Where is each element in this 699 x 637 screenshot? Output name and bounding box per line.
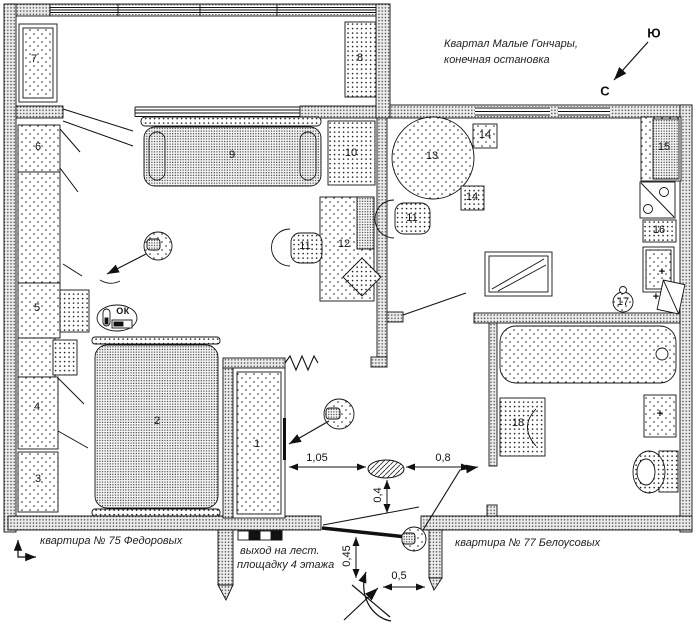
apartment-75-label: квартира № 75 Федоровых xyxy=(40,535,183,547)
plus-water-heater: + xyxy=(656,408,664,420)
plus-refrigerator: + xyxy=(658,266,666,278)
viewpoint-marker-1 xyxy=(100,232,172,283)
cabinet-4 xyxy=(18,377,58,449)
desk-12 xyxy=(320,197,381,301)
label-8: 8 xyxy=(356,52,364,64)
label-12: 12 xyxy=(337,238,351,250)
direction-symbol xyxy=(344,572,391,621)
wall-vestibule-right xyxy=(429,530,442,578)
label-15: 15 xyxy=(657,141,671,153)
viewpoint-marker-2 xyxy=(289,399,354,444)
label-1: 1 xyxy=(253,438,261,450)
label-17: 17 xyxy=(616,296,630,308)
cabinet-tall xyxy=(18,172,60,283)
wall-balcony-right xyxy=(300,106,378,118)
label-13: 13 xyxy=(425,150,439,162)
label-5: 5 xyxy=(33,302,41,314)
wall-nook-horizontal xyxy=(223,358,285,368)
wall-bathroom-post xyxy=(487,505,497,516)
dim-0-45: 0,45 xyxy=(341,545,353,567)
label-2: 2 xyxy=(153,415,161,427)
wall-bathroom-top xyxy=(474,313,680,323)
dim-0-5: 0,5 xyxy=(391,570,407,582)
object-ellipse xyxy=(368,460,404,478)
label-7: 7 xyxy=(30,53,38,65)
district-note-line2: конечная остановка xyxy=(444,54,550,66)
label-14a: 14 xyxy=(478,129,492,141)
wall-bathroom-left xyxy=(489,323,497,466)
wall-left xyxy=(4,4,16,532)
compass-arrow xyxy=(614,42,648,80)
wall-nook-vertical xyxy=(223,360,233,518)
side-table-a xyxy=(60,290,89,332)
wall-balcony-left xyxy=(16,106,63,118)
label-4: 4 xyxy=(33,401,41,413)
bathtub xyxy=(500,326,676,383)
exit-note-line2: площадку 4 этажа xyxy=(237,559,335,571)
corner-arrow xyxy=(18,540,36,557)
label-16: 16 xyxy=(652,224,666,236)
label-3: 3 xyxy=(34,473,42,485)
district-note-line1: Квартал Малые Гончары, xyxy=(444,38,578,50)
ok-marker-label: ОК xyxy=(116,306,130,316)
wall-bottom-right xyxy=(421,516,692,530)
label-11-left: 11 xyxy=(299,240,311,252)
label-11-right: 11 xyxy=(406,212,418,224)
label-9: 9 xyxy=(228,149,236,161)
label-14b: 14 xyxy=(465,191,479,203)
compass-south-label: Ю xyxy=(647,25,661,41)
apartment-77-label: квартира № 77 Белоусовых xyxy=(455,537,601,549)
label-18: 18 xyxy=(511,417,525,429)
wall-interior xyxy=(377,118,387,357)
label-6: 6 xyxy=(34,141,42,153)
scale-bar xyxy=(238,531,282,540)
label-10: 10 xyxy=(344,147,358,159)
chair-11-left xyxy=(272,229,323,266)
toilet xyxy=(633,451,678,493)
dim-0-8: 0,8 xyxy=(435,452,451,464)
plus-tilted-unit: + xyxy=(652,291,660,303)
dim-1-05: 1,05 xyxy=(306,452,328,464)
cabinet-small xyxy=(18,338,55,377)
tv-stand xyxy=(485,252,552,296)
curtain-zigzag xyxy=(285,356,318,370)
compass-north-label: С xyxy=(600,83,610,99)
wall-vestibule-left xyxy=(218,530,233,585)
wall-right xyxy=(680,105,692,532)
stove xyxy=(640,182,675,218)
wall-step xyxy=(376,4,390,118)
side-table-b xyxy=(53,340,77,375)
exit-note-line1: выход на лест. xyxy=(240,545,320,557)
dim-0-4: 0,4 xyxy=(372,487,384,503)
